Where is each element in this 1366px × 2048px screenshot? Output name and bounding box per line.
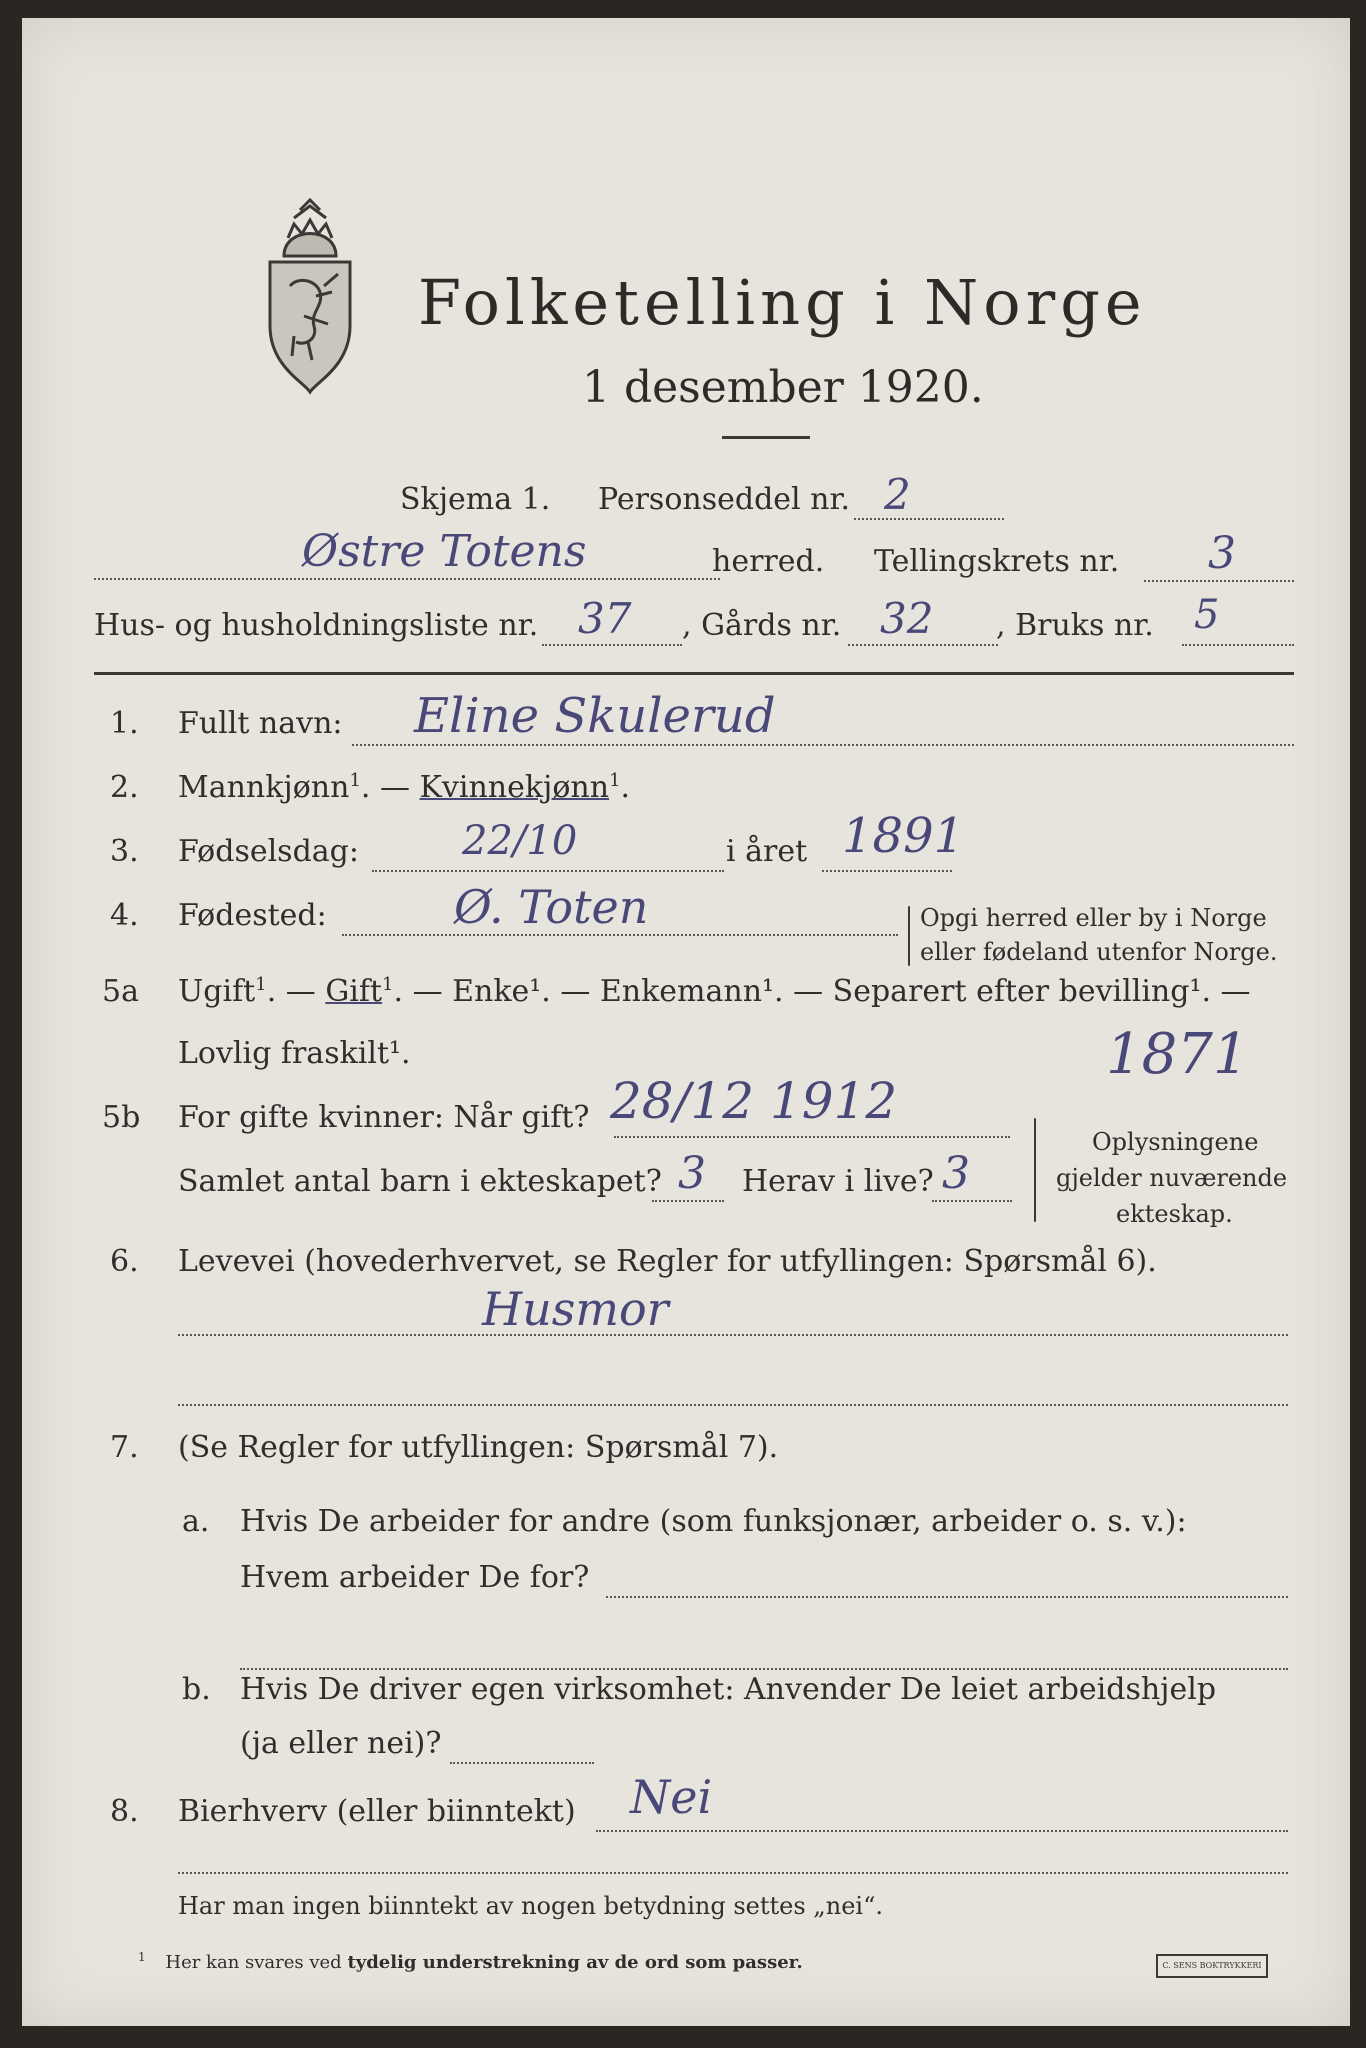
q7-label: (Se Regler for utfyllingen: Spørsmål 7).	[178, 1430, 779, 1465]
q7a-question: Hvem arbeider De for?	[240, 1560, 590, 1595]
footer-note: Har man ingen biinntekt av nogen betydning settes „nei“.	[178, 1892, 883, 1920]
option-lovlig-fraskilt[interactable]: Lovlig fraskilt¹.	[178, 1036, 411, 1071]
census-form-sheet	[22, 18, 1350, 2026]
q2-number: 2.	[110, 770, 139, 805]
printer-stamp: C. SENS BOKTRYKKERI	[1156, 1954, 1268, 1978]
year-label: i året	[726, 834, 808, 869]
q5b-number: 5b	[102, 1100, 141, 1135]
option-separator: . —	[360, 770, 410, 805]
option-kvinnekjonn[interactable]: Kvinnekjønn	[419, 770, 610, 805]
q1-label: Fullt navn:	[178, 706, 343, 741]
q7b-question: (ja eller nei)?	[240, 1726, 442, 1761]
q7b-text: Hvis De driver egen virksomhet: Anvender De leiet arbeidshjelp	[240, 1672, 1217, 1707]
q3-label: Fødselsdag:	[178, 834, 359, 869]
footnote-ref: 1	[349, 770, 361, 791]
personseddel-label: Personseddel nr.	[598, 482, 851, 517]
option-rest: . — Enke¹. — Enkemann¹. — Separert efter bevilling¹. —	[393, 974, 1251, 1009]
q7a-number: a.	[182, 1504, 210, 1539]
option-end: .	[620, 770, 631, 805]
employer-field[interactable]	[606, 1596, 1288, 1598]
option-mannkjonn[interactable]: Mannkjønn	[178, 770, 350, 805]
birthplace-note-1: Opgi herred eller by i Norge	[920, 904, 1267, 932]
children-value[interactable]: 3	[678, 1148, 706, 1199]
q6-label: Levevei (hovederhvervet, se Regler for utfyllingen: Spørsmål 6).	[178, 1244, 1157, 1279]
q5b-label: For gifte kvinner: Når gift?	[178, 1100, 590, 1135]
skjema-label: Skjema 1.	[400, 482, 551, 517]
herred-label: herred.	[712, 544, 825, 579]
tellingskrets-label: Tellingskrets nr.	[874, 544, 1120, 579]
census-date: 1 desember 1920.	[582, 362, 984, 413]
husliste-value[interactable]: 37	[578, 594, 632, 643]
q4-label: Fødested:	[178, 898, 327, 933]
gards-label: , Gårds nr.	[682, 608, 842, 643]
gards-value[interactable]: 32	[880, 594, 934, 643]
bruks-value[interactable]: 5	[1194, 592, 1220, 638]
footnote-mark: 1	[138, 1950, 146, 1964]
norwegian-coat-of-arms-icon	[254, 196, 366, 398]
hired-help-field[interactable]	[450, 1762, 594, 1764]
children-label: Samlet antal barn i ekteskapet?	[178, 1164, 662, 1199]
marriage-note-2: gjelder nuværende	[1056, 1164, 1288, 1192]
option-gift[interactable]: Gift	[325, 974, 383, 1009]
q4-number: 4.	[110, 898, 139, 933]
birthplace-note-2: eller fødeland utenfor Norge.	[920, 938, 1278, 966]
footnote-text: Her kan svares ved	[165, 1952, 342, 1973]
q6-number: 6.	[110, 1244, 139, 1279]
q5a-number: 5a	[102, 974, 139, 1009]
q8-number: 8.	[110, 1794, 139, 1829]
q5a-options: Ugift$^1$. — Gift$^1$. — Enke¹. — Enkemann¹. — Separert efter bevilling¹. —	[178, 974, 1251, 1009]
tellingskrets-value[interactable]: 3	[1208, 528, 1236, 579]
q2-options	[178, 770, 630, 805]
occupation-value[interactable]: Husmor	[482, 1282, 669, 1336]
header-rule	[94, 672, 1294, 675]
marriage-note-3: ekteskap.	[1116, 1200, 1233, 1228]
q7a-text: Hvis De arbeider for andre (som funksjonær, arbeider o. s. v.):	[240, 1504, 1187, 1539]
side-income-value[interactable]: Nei	[630, 1770, 713, 1824]
alive-value[interactable]: 3	[942, 1148, 970, 1199]
alive-label: Herav i live?	[742, 1164, 934, 1199]
q7b-number: b.	[182, 1672, 211, 1707]
footnote	[138, 1950, 803, 1973]
option-ugift[interactable]: Ugift	[178, 974, 256, 1009]
birthday-value[interactable]: 22/10	[462, 818, 578, 864]
full-name-value[interactable]: Eline Skulerud	[414, 688, 776, 744]
title-divider	[722, 436, 810, 439]
husliste-label: Hus- og husholdningsliste nr.	[94, 608, 539, 643]
q3-number: 3.	[110, 834, 139, 869]
q1-number: 1.	[110, 706, 139, 741]
bruks-label: , Bruks nr.	[996, 608, 1154, 643]
margin-year-value: 1871	[1106, 1022, 1249, 1087]
personseddel-value[interactable]: 2	[884, 470, 911, 519]
birthplace-value[interactable]: Ø. Toten	[454, 880, 649, 934]
birth-year-value[interactable]: 1891	[842, 808, 965, 864]
footnote-bold-text: tydelig understrekning av de ord som passer.	[347, 1952, 803, 1973]
marriage-note-1: Oplysningene	[1092, 1128, 1259, 1156]
q8-label: Bierhverv (eller biinntekt)	[178, 1794, 576, 1829]
herred-value[interactable]: Østre Totens	[302, 526, 587, 577]
marriage-date-value[interactable]: 28/12 1912	[610, 1072, 898, 1130]
footnote-ref: 1	[609, 770, 621, 791]
form-title: Folketelling i Norge	[418, 266, 1147, 339]
q7-number: 7.	[110, 1430, 139, 1465]
